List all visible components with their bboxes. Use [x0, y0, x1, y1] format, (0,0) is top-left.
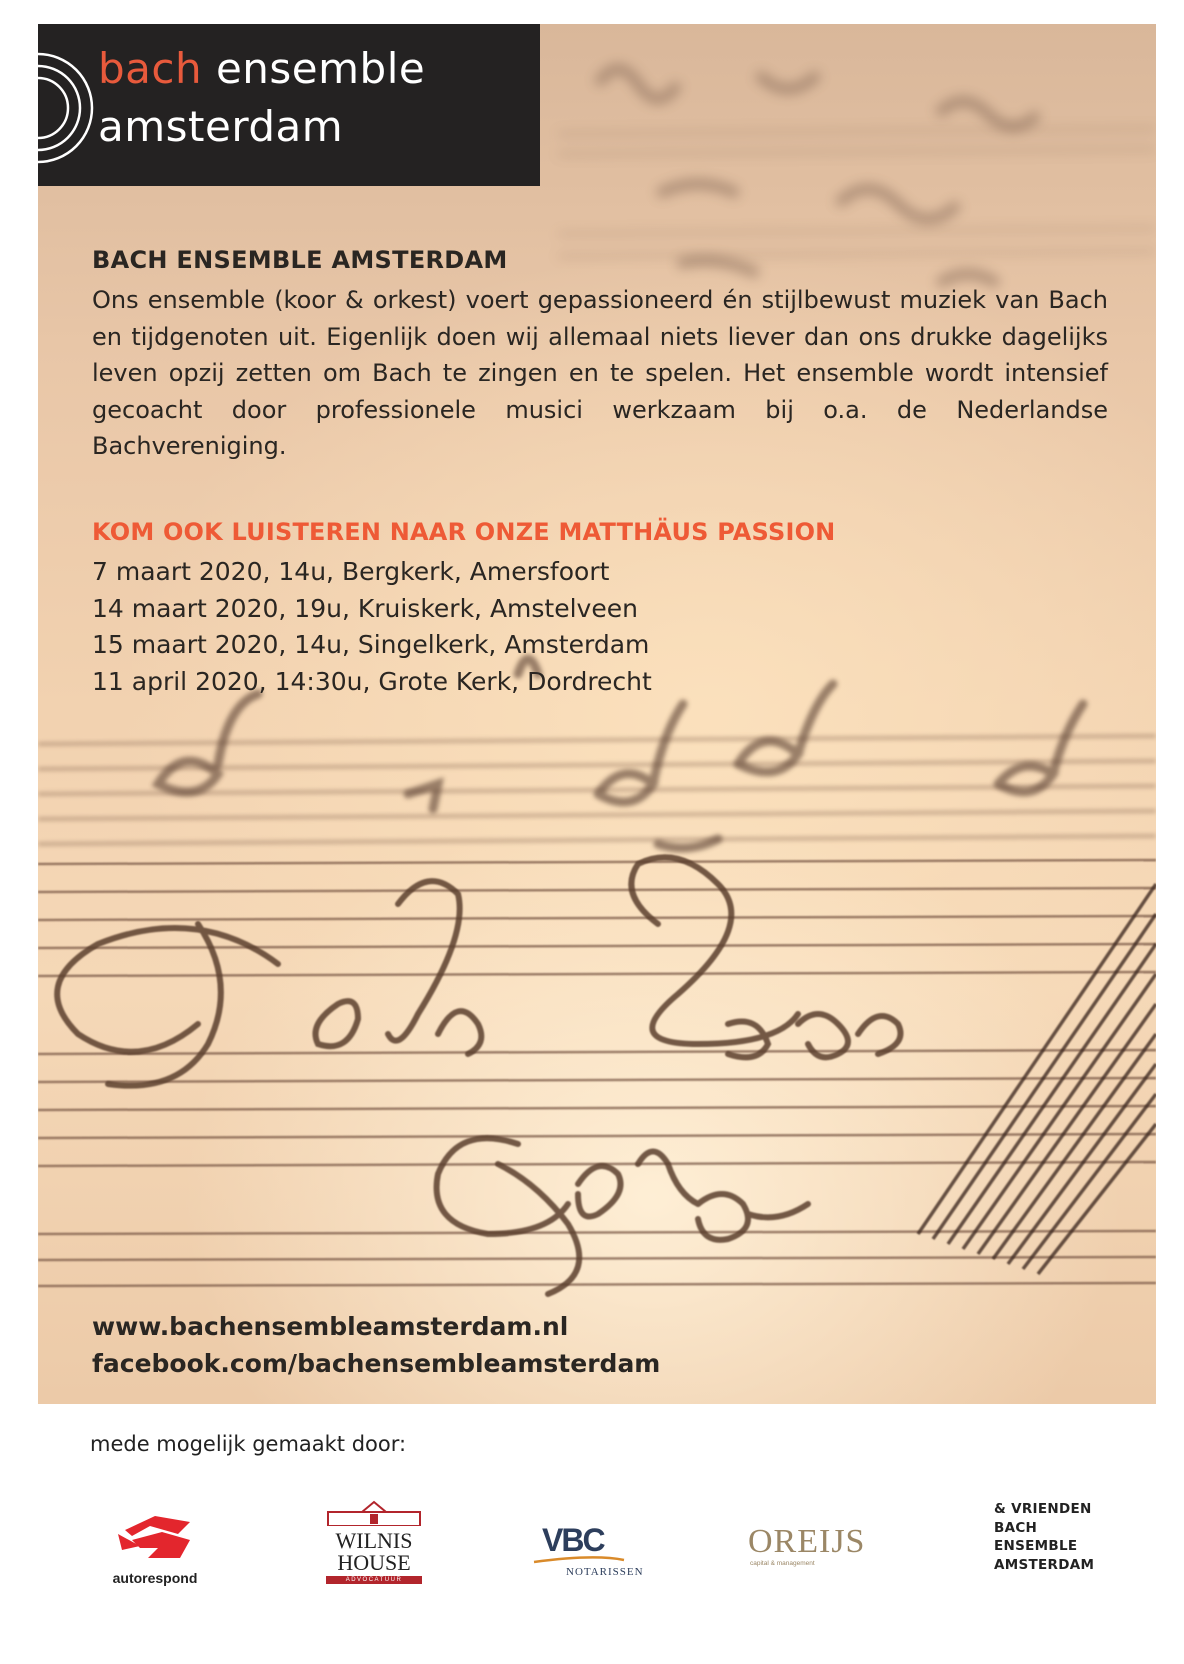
ensemble-description: Ons ensemble (koor & orkest) voert gepassioneerd én stijlbewust muziek van Bach en tijdgenoten uit. Eigenlijk doen wij allemaal niets liever dan ons drukke dagelijks leven opzij zetten om Bach te zingen en te spelen. Het ensemble wordt intensief gecoacht door professionele musici werkzaam bij o.a. de Nederlandse Bachvereniging. [92, 286, 1108, 460]
logo-text-line2: amsterdam [98, 102, 344, 151]
contact-links [92, 1308, 660, 1382]
vrienden-line: AMSTERDAM [994, 1556, 1095, 1573]
facebook-link[interactable]: facebook.com/bachensembleamsterdam [92, 1349, 661, 1378]
house-roof-icon [326, 1500, 422, 1526]
autorespond-logo [100, 1512, 210, 1584]
wilnis-line1: WILNIS [335, 1528, 413, 1553]
vrienden-line: & VRIENDEN [994, 1501, 1092, 1517]
oreijs-subtitle: capital & management [750, 1560, 815, 1567]
concert-date-item: 7 maart 2020, 14u, Bergkerk, Amersfoort [92, 557, 610, 586]
concert-dates-list [92, 554, 652, 700]
concert-date-item: 11 april 2020, 14:30u, Grote Kerk, Dordrecht [92, 666, 652, 696]
vbc-name: VBC [542, 1522, 604, 1558]
sponsors-label: mede mogelijk gemaakt door: [90, 1432, 407, 1456]
logo-rest-word: ensemble [202, 44, 426, 93]
wilnis-subtitle: ADVOCATUUR [326, 1576, 422, 1584]
concert-date-item: 15 maart 2020, 14u, Singelkerk, Amsterdam [92, 630, 650, 659]
oreijs-name: OREIJS [748, 1523, 866, 1560]
poster-background [38, 24, 1156, 1404]
wilnis-house-logo [326, 1500, 422, 1592]
autorespond-name: autorespond [112, 1570, 198, 1586]
website-link[interactable]: www.bachensembleamsterdam.nl [92, 1312, 569, 1341]
vbc-subtitle: NOTARISSEN [566, 1566, 644, 1578]
vrienden-bach-ensemble [994, 1500, 1094, 1574]
concentric-rings-icon [38, 48, 98, 168]
wilnis-line2: HOUSE [337, 1550, 411, 1575]
vrienden-line: ENSEMBLE [994, 1538, 1078, 1554]
ensemble-logo [38, 24, 540, 186]
logo-text-line1 [98, 44, 425, 93]
logo-accent-word: bach [98, 44, 203, 93]
ensemble-heading: BACH ENSEMBLE AMSTERDAM [92, 246, 508, 274]
concert-date-item: 14 maart 2020, 19u, Kruiskerk, Amstelveen [92, 593, 638, 623]
manuscript-score-image [38, 24, 1156, 1404]
vrienden-line: BACH [994, 1519, 1038, 1536]
oreijs-logo [748, 1524, 878, 1574]
autorespond-arrows-icon [100, 1512, 210, 1562]
vbc-notarissen-logo [530, 1524, 660, 1584]
concert-title: KOM OOK LUISTEREN NAAR ONZE MATTHÄUS PASSION [92, 518, 836, 546]
